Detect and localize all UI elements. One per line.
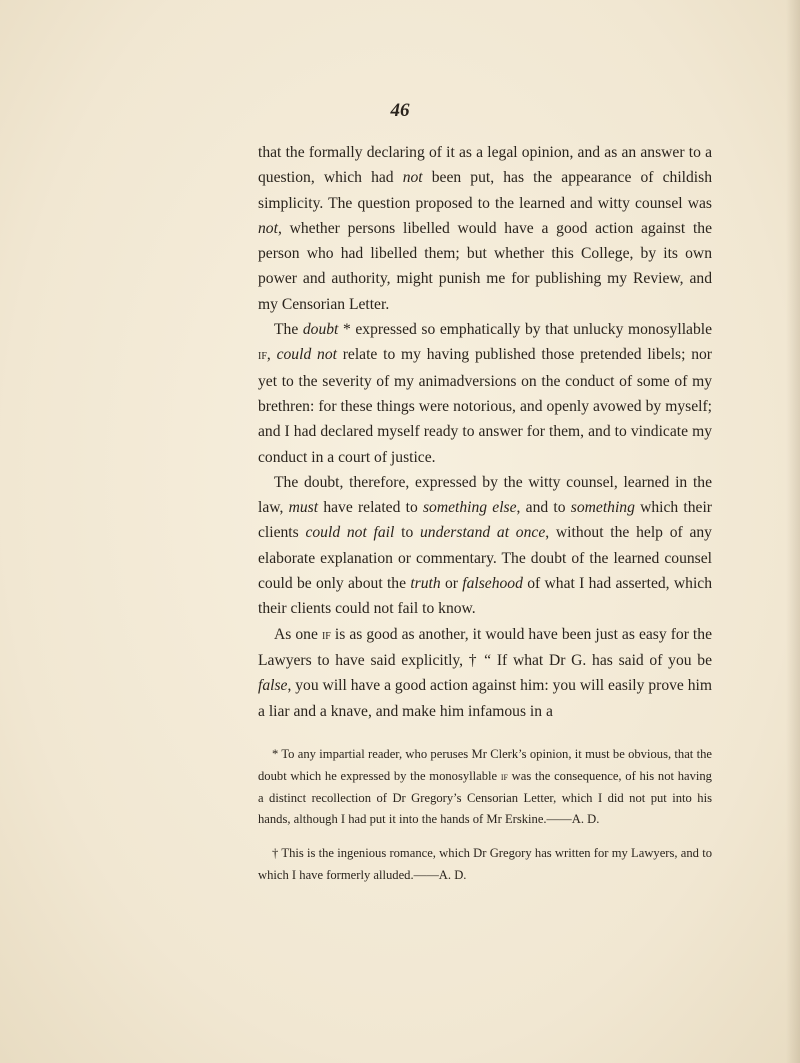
footnotes bbox=[258, 744, 712, 899]
text-run: not bbox=[402, 169, 423, 187]
paragraph bbox=[258, 140, 712, 317]
text-run: As one bbox=[274, 625, 322, 643]
text-run: doubt bbox=[302, 321, 339, 339]
text-run: not bbox=[258, 219, 278, 237]
text-run: † This is the ingenious romance, which Dr Gregory has written for my Lawyers, and to which I have formerly alluded.——A. D. bbox=[258, 846, 712, 882]
text-run: if bbox=[500, 769, 508, 783]
paragraph bbox=[258, 622, 712, 724]
text-run: been put, has the appearance of childish simplicity. The question proposed to the learned and witty counsel was bbox=[258, 169, 712, 212]
text-run: , whether persons libelled would have a good action against the person who had libelled them; but whether this College, by its own power and authority, might punish me for publishing my Review, and my Censorian Letter. bbox=[258, 219, 712, 313]
text-run: was the consequence, of his not having a distinct recollection of Dr Gregory’s Censorian Letter, which I did not put into his hands, although I had put it into the hands of Mr Erskine.——A. D. bbox=[258, 768, 712, 827]
text-run: understand at once bbox=[420, 524, 546, 542]
text-run: could not bbox=[276, 346, 337, 364]
text-run: must bbox=[288, 499, 319, 517]
text-run: The bbox=[274, 321, 303, 339]
body-text bbox=[258, 140, 712, 724]
page-edge-shadow bbox=[786, 0, 800, 1063]
paragraph bbox=[258, 470, 712, 622]
text-run: if bbox=[258, 347, 267, 364]
text-run: which their clients bbox=[258, 499, 713, 542]
text-run: or bbox=[440, 575, 463, 593]
text-run: could not fail bbox=[305, 524, 395, 542]
text-run: something bbox=[570, 499, 635, 517]
text-run: relate to my having published those pretended libels; nor yet to the severity of my animadversions on the conduct of some of my brethren: for these things were notorious, and openly avowed by myself; and I had declared myself ready to answer for them, and to vindicate my conduct in a court of justice. bbox=[258, 346, 713, 466]
text-run: false bbox=[258, 677, 288, 695]
text-run: if bbox=[321, 626, 331, 643]
text-run: have related to bbox=[318, 499, 423, 517]
text-run: , and to bbox=[516, 499, 571, 517]
text-run: The doubt, therefore, expressed by the witty counsel, learned in the law, bbox=[258, 473, 712, 517]
text-run: , you will have a good action against him: you will easily prove him a liar and a knave, and make him infamous in a bbox=[258, 677, 712, 720]
text-run: * To any impartial reader, who peruses Mr Clerk’s opinion, it must be obvious, that the doubt which he expressed by the monosyllable bbox=[258, 747, 712, 783]
text-run: truth bbox=[410, 575, 441, 593]
text-run: , bbox=[266, 346, 277, 364]
text-run: is as good as another, it would have been just as easy for the Lawyers to have said explicitly, † “ If what Dr G. has said of you be bbox=[258, 625, 712, 669]
footnote bbox=[258, 744, 712, 831]
text-run: falsehood bbox=[462, 575, 523, 593]
footnote bbox=[258, 843, 712, 887]
text-run: , without the help of any elaborate explanation or commentary. The doubt of the learned counsel could be only about the bbox=[258, 524, 712, 593]
text-run: that the formally declaring of it as a legal opinion, and as an answer to a question, which had bbox=[258, 144, 712, 187]
text-run: to bbox=[394, 524, 420, 542]
text-run: of what I had asserted, which their clients could not fail to know. bbox=[258, 575, 712, 618]
text-run: something else bbox=[422, 499, 517, 517]
page-number: 46 bbox=[390, 100, 410, 121]
text-run: * expressed so emphatically by that unlucky monosyllable bbox=[338, 321, 712, 339]
paragraph bbox=[258, 317, 712, 470]
